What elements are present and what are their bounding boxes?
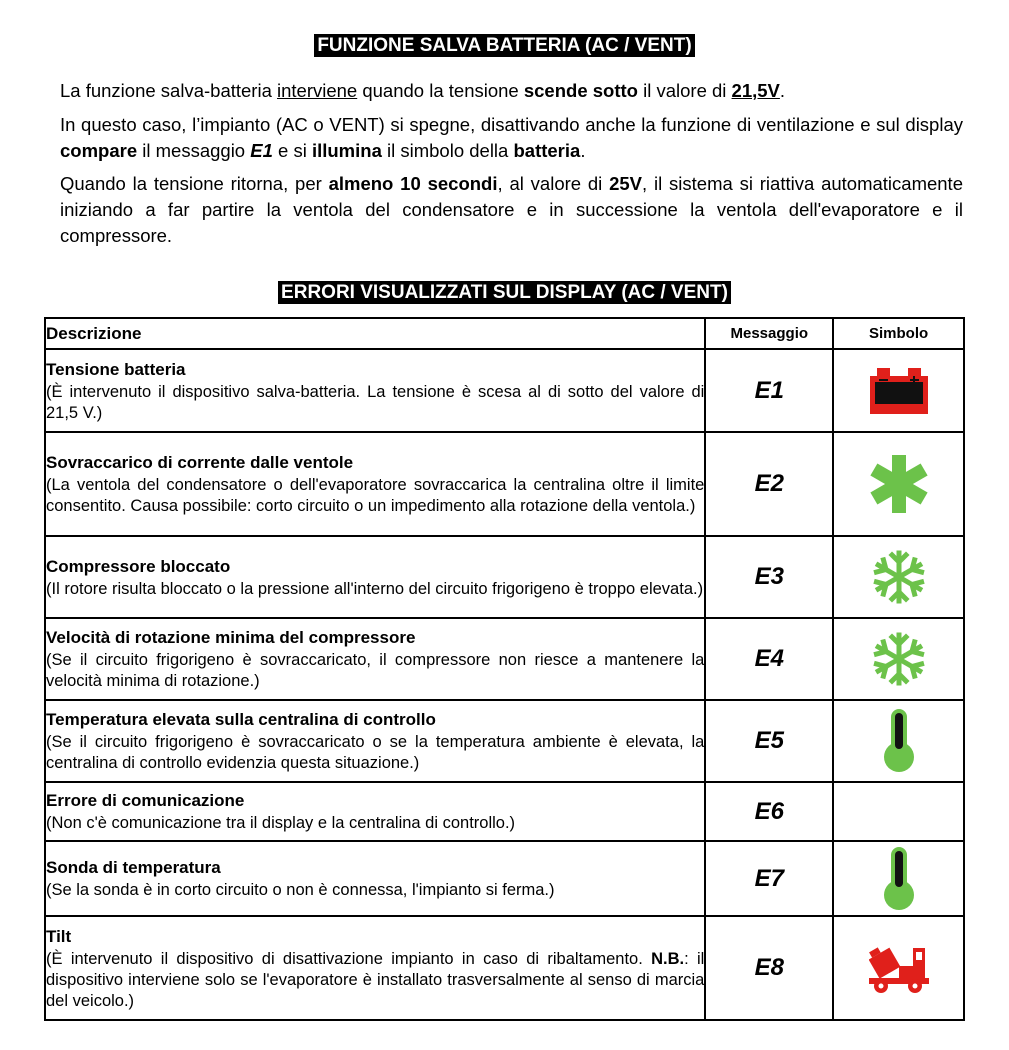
error-detail: (Il rotore risulta bloccato o la pressione all'interno del circuito frigorigeno è troppo elevata.) xyxy=(46,579,704,598)
paragraph-battery-intervention: La funzione salva-batteria interviene quando la tensione scende sotto il valore di 21,5V. xyxy=(60,80,786,101)
snowflake-icon xyxy=(873,549,925,605)
error-title: Compressore bloccato xyxy=(46,556,231,576)
error-title: Temperatura elevata sulla centralina di controllo xyxy=(46,710,436,729)
table-row-e3 xyxy=(45,536,964,618)
battery-function-heading: FUNZIONE SALVA BATTERIA (AC / VENT) xyxy=(0,35,1009,57)
symbol-cell xyxy=(833,536,964,618)
table-row-e1 xyxy=(45,349,964,432)
error-code: E6 xyxy=(705,782,833,841)
error-title: Sonda di temperatura xyxy=(46,858,221,877)
error-code: E4 xyxy=(705,618,833,700)
symbol-cell xyxy=(833,349,964,432)
error-title: Velocità di rotazione minima del compressore xyxy=(46,628,416,647)
description-cell xyxy=(45,782,705,841)
error-table xyxy=(44,317,965,1021)
error-title: Tilt xyxy=(46,926,72,946)
display-errors-heading: ERRORI VISUALIZZATI SUL DISPLAY (AC / VENT) xyxy=(0,282,1009,304)
description-cell xyxy=(45,916,705,1020)
error-code: E5 xyxy=(705,700,833,782)
battery-icon xyxy=(870,368,928,414)
description-cell xyxy=(45,841,705,916)
thermometer-icon xyxy=(882,847,916,911)
error-detail: (Non c'è comunicazione tra il display e la centralina di controllo.) xyxy=(46,814,516,832)
table-row-e2 xyxy=(45,432,964,536)
thermometer-icon xyxy=(882,709,916,773)
error-title: Tensione batteria xyxy=(46,359,186,379)
error-detail: (Se il circuito frigorigeno è sovraccaricato o se la temperatura ambiente è elevata, la centralina di controllo evidenzia questa situazione.) xyxy=(46,733,705,772)
table-row-e6 xyxy=(45,782,964,841)
description-cell xyxy=(45,349,705,432)
table-row-e7 xyxy=(45,841,964,916)
error-code: E2 xyxy=(705,432,833,536)
symbol-cell xyxy=(833,432,964,536)
tilt-vehicle-icon xyxy=(869,942,929,994)
error-code: E8 xyxy=(705,916,833,1020)
error-title: Errore di comunicazione xyxy=(46,791,245,810)
description-cell xyxy=(45,618,705,700)
error-detail: (È intervenuto il dispositivo salva-batteria. La tensione è scesa al di sotto del valore di 21,5 V.) xyxy=(46,382,705,422)
column-header-symbol: Simbolo xyxy=(833,318,964,349)
table-header-row xyxy=(45,318,964,349)
error-detail: (Se il circuito frigorigeno è sovraccaricato, il compressore non riesce a mantenere la velocità minima di rotazione.) xyxy=(46,651,705,690)
error-code: E7 xyxy=(705,841,833,916)
error-detail: (La ventola del condensatore o dell'evaporatore sovraccarica la centralina oltre il limite consentito. Causa possibile: corto circuito o un impedimento alla rotazione della ventola.) xyxy=(46,476,705,515)
snowflake-icon xyxy=(873,631,925,687)
error-code: E3 xyxy=(705,536,833,618)
table-row-e8 xyxy=(45,916,964,1020)
table-row-e5 xyxy=(45,700,964,782)
error-title: Sovraccarico di corrente dalle ventole xyxy=(46,453,354,472)
symbol-cell xyxy=(833,841,964,916)
error-detail: (Se la sonda è in corto circuito o non è connessa, l'impianto si ferma.) xyxy=(46,881,555,899)
description-cell xyxy=(45,536,705,618)
error-detail: (È intervenuto il dispositivo di disattivazione impianto in caso di ribaltamento. N.B.: il dispositivo interviene solo se l'evaporatore è installato trasversalmente al senso di marcia del veicolo.) xyxy=(46,949,705,1010)
table-row-e4 xyxy=(45,618,964,700)
column-header-description: Descrizione xyxy=(45,318,705,349)
description-cell xyxy=(45,700,705,782)
column-header-message: Messaggio xyxy=(705,318,833,349)
symbol-cell xyxy=(833,700,964,782)
symbol-cell xyxy=(833,916,964,1020)
symbol-cell-empty xyxy=(833,782,964,841)
paragraph-battery-shutdown: In questo caso, l’impianto (AC o VENT) si spegne, disattivando anche la funzione di ventilazione e sul display compare il messaggio E1 e si illumina il simbolo della batteria. xyxy=(60,114,963,161)
fan-icon xyxy=(869,454,929,514)
description-cell xyxy=(45,432,705,536)
error-code: E1 xyxy=(705,349,833,432)
symbol-cell xyxy=(833,618,964,700)
paragraph-battery-restart: Quando la tensione ritorna, per almeno 10 secondi, al valore di 25V, il sistema si riattiva automaticamente iniziando a far partire la ventola del condensatore e in successione la ventola dell'evaporatore e il compressore. xyxy=(60,173,963,246)
